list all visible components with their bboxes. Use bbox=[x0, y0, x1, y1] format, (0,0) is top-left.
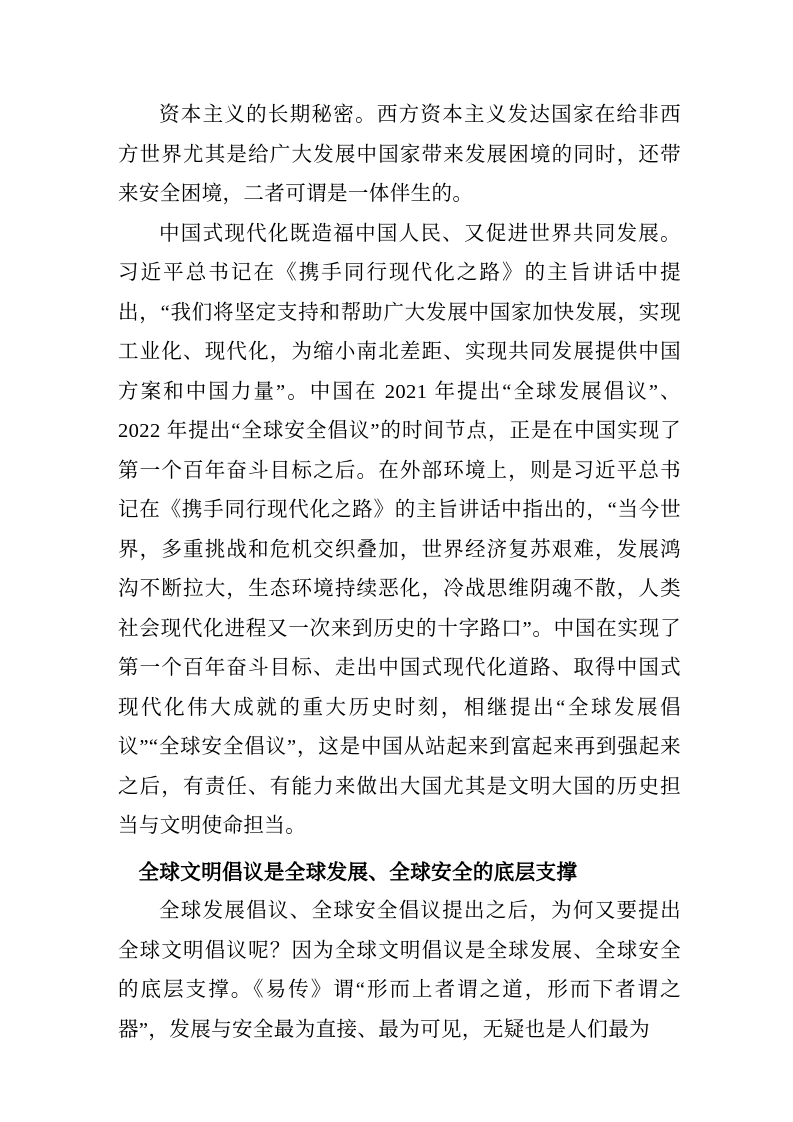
paragraph: 中国式现代化既造福中国人民、又促进世界共同发展。习近平总书记在《携手同行现代化之路》的主旨讲话中提出，“我们将坚定支持和帮助广大发展中国家加快发展，实现工业化、现代化，为缩小南北差距、实现共同发展提供中国方案和中国力量”。中国在 2021 年提出“全球发展倡议”、2022 年提出“全球安全倡议”的时间节点，正是在中国实现了第一个百年奋斗目标之后。在外部环境上，则是习近平总书记在《携手同行现代化之路》的主旨讲话中指出的，“当今世界，多重挑战和危机交织叠加，世界经济复苏艰难，发展鸿沟不断拉大，生态环境持续恶化，冷战思维阴魂不散，人类社会现代化进程又一次来到历史的十字路口”。中国在实现了第一个百年奋斗目标、走出中国式现代化道路、取得中国式现代化伟大成就的重大历史时刻，相继提出“全球发展倡议”“全球安全倡议”，这是中国从站起来到富起来再到强起来之后，有责任、有能力来做出大国尤其是文明大国的历史担当与文明使命担当。 bbox=[118, 222, 681, 837]
paragraph: 全球发展倡议、全球安全倡议提出之后，为何又要提出全球文明倡议呢？因为全球文明倡议是全球发展、全球安全的底层支撑。《易传》谓“形而上者谓之道，形而下者谓之器”，发展与安全最为直接、最为可见，无疑也是人们最为 bbox=[118, 900, 681, 1041]
section-heading: 全球文明倡议是全球发展、全球安全的底层支撑 bbox=[138, 860, 578, 884]
paragraph-continuation: 资本主义的长期秘密。西方资本主义发达国家在给非西方世界尤其是给广大发展中国家带来发展困境的同时，还带来安全困境，二者可谓是一体伴生的。 bbox=[118, 104, 681, 205]
document-body bbox=[118, 96, 681, 1050]
